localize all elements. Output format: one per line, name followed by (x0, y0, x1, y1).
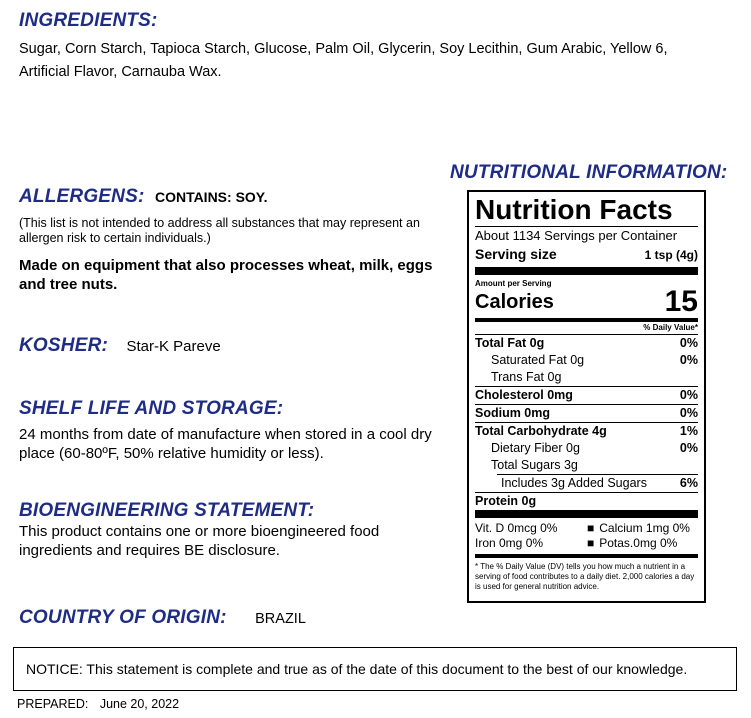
ingredients-line-1: Sugar, Corn Starch, Tapioca Starch, Glucose, Palm Oil, Glycerin, Soy Lecithin, Gum Arabic, Yellow 6, (19, 41, 668, 57)
serving-size-row (475, 245, 698, 264)
nutrient-dv: 0% (679, 336, 698, 350)
calories-value: 15 (664, 285, 698, 318)
nutrient-dv: 0% (679, 441, 698, 455)
calories-label: Calories (475, 291, 554, 313)
nutrient-row (475, 457, 698, 474)
ingredients-line-2: Artificial Flavor, Carnauba Wax. (19, 64, 222, 80)
vitamin-row (475, 536, 698, 551)
nutrient-label: Cholesterol 0mg (475, 388, 573, 402)
nutrient-row (475, 405, 698, 422)
allergens-equipment: Made on equipment that also processes wheat, milk, eggs and tree nuts. (19, 257, 433, 293)
nutrient-dv: 1% (679, 424, 698, 438)
vitamin-left: Vit. D 0mcg 0% (475, 521, 558, 535)
allergens-heading: ALLERGENS: (19, 186, 145, 207)
daily-value-header: % Daily Value* (643, 323, 698, 332)
ingredients-heading: INGREDIENTS: (19, 10, 158, 31)
kosher-heading: KOSHER: (19, 335, 109, 356)
nutrient-label: Trans Fat 0g (491, 370, 562, 384)
nutrient-label: Total Sugars 3g (491, 458, 578, 472)
nutrient-label: Includes 3g Added Sugars (501, 476, 647, 490)
prepared-label: PREPARED: (17, 697, 89, 711)
kosher-section (19, 335, 221, 357)
nutrient-row (475, 387, 698, 404)
origin-value: BRAZIL (255, 611, 306, 627)
vitamin-row (475, 521, 698, 536)
ingredients-list (19, 38, 719, 84)
vitamin-right: Calcium 1mg 0% (599, 521, 690, 535)
vitamin-right: Potas.0mg 0% (599, 536, 678, 550)
origin-section (19, 607, 306, 629)
nutrient-dv: 6% (679, 476, 698, 490)
nutrition-facts-panel (467, 190, 706, 603)
nutrient-row (475, 369, 698, 386)
nutrient-dv: 0% (679, 388, 698, 402)
kosher-value: Star-K Pareve (126, 338, 221, 355)
allergens-disclaimer: (This list is not intended to address all substances that may represent an allergen risk to certain individuals.) (19, 216, 420, 245)
nutrient-label: Total Fat 0g (475, 336, 545, 350)
nutrient-label: Protein 0g (475, 494, 537, 508)
nutrient-dv: 0% (679, 406, 698, 420)
allergens-contains: CONTAINS: SOY. (154, 189, 268, 205)
vitamin-left: Iron 0mg 0% (475, 536, 544, 550)
nutrient-row (475, 352, 698, 369)
nutrient-row (475, 475, 698, 492)
bullet-icon: ■ (587, 521, 595, 535)
nutrient-row (475, 423, 698, 440)
nutrition-facts-title: Nutrition Facts (475, 194, 673, 225)
nutrient-label: Dietary Fiber 0g (491, 441, 580, 455)
serving-size-value: 1 tsp (4g) (644, 248, 698, 262)
notice-box: NOTICE: This statement is complete and true as of the date of this document to the best of our knowledge. (13, 647, 737, 691)
shelf-life-text: 24 months from date of manufacture when stored in a cool dry place (60-80ºF, 50% relative humidity or less). (19, 426, 432, 462)
nutrient-row (475, 493, 698, 510)
nutrient-dv: 0% (679, 353, 698, 367)
nutrition-footnote: * The % Daily Value (DV) tells you how much a nutrient in a serving of food contributes to a daily diet. 2,000 calories a day is used for general nutrition advice. (475, 562, 695, 591)
servings-per-container: About 1134 Servings per Container (475, 228, 678, 243)
prepared-date: June 20, 2022 (99, 697, 180, 711)
bioengineering-heading: BIOENGINEERING STATEMENT: (19, 500, 315, 521)
nutrition-heading: NUTRITIONAL INFORMATION: (450, 162, 728, 183)
nutrient-label: Sodium 0mg (475, 406, 551, 420)
serving-size-label: Serving size (475, 246, 557, 262)
amount-per-serving: Amount per Serving (475, 279, 552, 288)
nutrient-row (475, 335, 698, 352)
bioengineering-text: This product contains one or more bioengineered food ingredients and requires BE disclosure. (19, 523, 380, 559)
allergens-header (19, 186, 267, 208)
prepared-line (17, 697, 179, 711)
calories-row (475, 285, 698, 318)
nutrient-label: Total Carbohydrate 4g (475, 424, 607, 438)
origin-heading: COUNTRY OF ORIGIN: (19, 607, 227, 628)
nutrient-label: Saturated Fat 0g (491, 353, 585, 367)
shelf-life-heading: SHELF LIFE AND STORAGE: (19, 398, 284, 419)
nutrient-row (475, 440, 698, 457)
bullet-icon: ■ (587, 536, 595, 550)
